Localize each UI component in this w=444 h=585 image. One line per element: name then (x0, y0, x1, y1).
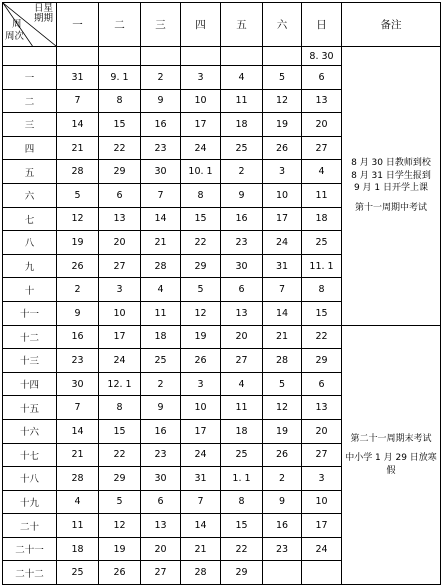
date-cell-wed: 16 (141, 419, 181, 443)
date-cell-sat: 5 (263, 372, 302, 396)
date-cell-mon: 11 (57, 514, 99, 538)
week-label: 二 (3, 89, 57, 113)
date-cell-tue: 6 (99, 183, 141, 207)
date-cell-mon: 14 (57, 113, 99, 137)
date-cell-sun: 3 (302, 467, 342, 491)
date-cell-mon: 30 (57, 372, 99, 396)
date-cell-thu: 29 (181, 254, 221, 278)
date-cell-mon: 21 (57, 443, 99, 467)
date-cell-sat: 3 (263, 160, 302, 184)
date-cell-mon: 25 (57, 561, 99, 585)
date-cell-wed: 27 (141, 561, 181, 585)
date-cell-thu: 24 (181, 443, 221, 467)
date-cell-tue: 5 (99, 490, 141, 514)
week-label: 七 (3, 207, 57, 231)
date-cell-tue: 13 (99, 207, 141, 231)
day-header-wed: 三 (141, 3, 181, 47)
date-cell-sun: 15 (302, 301, 342, 325)
day-header-thu: 四 (181, 3, 221, 47)
date-cell-fri: 18 (221, 113, 263, 137)
date-cell-thu: 17 (181, 419, 221, 443)
date-cell-thu: 19 (181, 325, 221, 349)
date-cell (99, 47, 141, 66)
date-cell-sat: 26 (263, 443, 302, 467)
date-cell-tue: 12 (99, 514, 141, 538)
date-cell-thu: 17 (181, 113, 221, 137)
date-cell-sun: 27 (302, 443, 342, 467)
week-label-blank (3, 47, 57, 66)
corner-label-ri: 日星 (33, 3, 53, 14)
week-label: 十五 (3, 396, 57, 420)
date-cell (57, 47, 99, 66)
date-cell-wed: 13 (141, 514, 181, 538)
date-cell-sun: 24 (302, 537, 342, 561)
date-cell-fri: 4 (221, 372, 263, 396)
notes-cell-second-half (342, 325, 441, 585)
date-cell-wed: 25 (141, 349, 181, 373)
date-cell-sat: 17 (263, 207, 302, 231)
week-label: 九 (3, 254, 57, 278)
day-header-sat: 六 (263, 3, 302, 47)
date-cell-sat: 12 (263, 89, 302, 113)
date-cell-wed: 4 (141, 278, 181, 302)
date-cell-sat (263, 561, 302, 585)
date-cell-sun: 18 (302, 207, 342, 231)
date-cell-fri: 30 (221, 254, 263, 278)
date-cell-thu: 12 (181, 301, 221, 325)
week-label: 十七 (3, 443, 57, 467)
date-cell-mon: 28 (57, 467, 99, 491)
date-cell-fri: 15 (221, 514, 263, 538)
date-cell-fri: 20 (221, 325, 263, 349)
date-cell-thu: 5 (181, 278, 221, 302)
date-cell-fri: 6 (221, 278, 263, 302)
date-cell-sun: 11. 1 (302, 254, 342, 278)
day-header-sun: 日 (302, 3, 342, 47)
date-cell-wed: 6 (141, 490, 181, 514)
date-cell-sat: 9 (263, 490, 302, 514)
date-cell-sun: 22 (302, 325, 342, 349)
date-cell (181, 47, 221, 66)
date-cell-sat: 5 (263, 66, 302, 90)
date-cell-sat: 12 (263, 396, 302, 420)
note-final-exam: 第二十一周期末考试 (350, 433, 432, 444)
date-cell-sat: 7 (263, 278, 302, 302)
pre-term-row (3, 47, 441, 66)
date-cell-mon: 23 (57, 349, 99, 373)
date-cell-sat: 31 (263, 254, 302, 278)
date-cell-sat: 19 (263, 419, 302, 443)
date-cell-thu: 3 (181, 66, 221, 90)
date-cell-sat: 14 (263, 301, 302, 325)
week-label: 一 (3, 66, 57, 90)
date-cell-sun: 4 (302, 160, 342, 184)
week-label: 十四 (3, 372, 57, 396)
date-cell-tue: 22 (99, 136, 141, 160)
week-label: 十 (3, 278, 57, 302)
date-cell-sun: 10 (302, 490, 342, 514)
date-cell-sat: 21 (263, 325, 302, 349)
date-cell-wed: 2 (141, 66, 181, 90)
date-cell-wed: 16 (141, 113, 181, 137)
date-cell-tue: 10 (99, 301, 141, 325)
date-cell-thu: 10 (181, 89, 221, 113)
date-cell-thu: 21 (181, 537, 221, 561)
date-cell-tue: 29 (99, 160, 141, 184)
date-cell: 8. 30 (302, 47, 342, 66)
week-label: 二十一 (3, 537, 57, 561)
date-cell-sun: 13 (302, 89, 342, 113)
date-cell-sun: 17 (302, 514, 342, 538)
week-label: 二十二 (3, 561, 57, 585)
date-cell-mon: 9 (57, 301, 99, 325)
week-row (3, 325, 441, 349)
date-cell-mon: 12 (57, 207, 99, 231)
date-cell-thu: 24 (181, 136, 221, 160)
date-cell-sat: 16 (263, 514, 302, 538)
date-cell-mon: 16 (57, 325, 99, 349)
date-cell-fri: 23 (221, 231, 263, 255)
date-cell-sun: 8 (302, 278, 342, 302)
week-label: 三 (3, 113, 57, 137)
date-cell-tue: 27 (99, 254, 141, 278)
date-cell-tue: 15 (99, 419, 141, 443)
date-cell (141, 47, 181, 66)
date-cell-sun: 20 (302, 419, 342, 443)
date-cell-mon: 4 (57, 490, 99, 514)
date-cell-wed: 9 (141, 89, 181, 113)
date-cell-tue: 26 (99, 561, 141, 585)
calendar-table (2, 2, 441, 585)
date-cell-tue: 22 (99, 443, 141, 467)
date-cell-fri: 8 (221, 490, 263, 514)
date-cell-sat: 24 (263, 231, 302, 255)
date-cell-sat: 10 (263, 183, 302, 207)
date-cell-fri: 2 (221, 160, 263, 184)
date-cell-thu: 8 (181, 183, 221, 207)
week-label: 二十 (3, 514, 57, 538)
date-cell-tue: 9. 1 (99, 66, 141, 90)
date-cell-thu: 26 (181, 349, 221, 373)
date-cell-sun: 6 (302, 66, 342, 90)
date-cell-tue: 24 (99, 349, 141, 373)
week-label: 十二 (3, 325, 57, 349)
date-cell-mon: 18 (57, 537, 99, 561)
date-cell-thu: 22 (181, 231, 221, 255)
date-cell-sat: 26 (263, 136, 302, 160)
date-cell-tue: 20 (99, 231, 141, 255)
date-cell-fri: 1. 1 (221, 467, 263, 491)
date-cell-fri: 18 (221, 419, 263, 443)
date-cell-tue: 3 (99, 278, 141, 302)
date-cell-wed: 28 (141, 254, 181, 278)
date-cell-mon: 19 (57, 231, 99, 255)
date-cell-tue: 12. 1 (99, 372, 141, 396)
date-cell-wed: 30 (141, 467, 181, 491)
date-cell-mon: 28 (57, 160, 99, 184)
note-classes-begin: 9 月 1 日开学上课 (353, 183, 429, 194)
date-cell-fri: 25 (221, 443, 263, 467)
date-cell-mon: 14 (57, 419, 99, 443)
date-cell-mon: 5 (57, 183, 99, 207)
date-cell-mon: 21 (57, 136, 99, 160)
date-cell-sun: 27 (302, 136, 342, 160)
date-cell-tue: 8 (99, 89, 141, 113)
date-cell-tue: 17 (99, 325, 141, 349)
day-header-mon: 一 (57, 3, 99, 47)
corner-label-qi: 期期 (33, 13, 53, 24)
date-cell-fri: 9 (221, 183, 263, 207)
date-cell-sun: 29 (302, 349, 342, 373)
date-cell-wed: 7 (141, 183, 181, 207)
corner-label-zhou: 周 (12, 19, 22, 30)
date-cell-fri: 22 (221, 537, 263, 561)
week-label: 十三 (3, 349, 57, 373)
date-cell-fri: 11 (221, 396, 263, 420)
date-cell-sat: 2 (263, 467, 302, 491)
date-cell-mon: 7 (57, 89, 99, 113)
date-cell-tue: 15 (99, 113, 141, 137)
date-cell-wed: 11 (141, 301, 181, 325)
date-cell-wed: 9 (141, 396, 181, 420)
date-cell-mon: 2 (57, 278, 99, 302)
date-cell-sat: 28 (263, 349, 302, 373)
week-label: 十一 (3, 301, 57, 325)
week-label: 十九 (3, 490, 57, 514)
date-cell-wed: 20 (141, 537, 181, 561)
date-cell-fri: 16 (221, 207, 263, 231)
date-cell-wed: 23 (141, 443, 181, 467)
date-cell-fri: 4 (221, 66, 263, 90)
note-midterm-exam: 第十一周期中考试 (354, 202, 427, 213)
date-cell-sun: 13 (302, 396, 342, 420)
note-students-register: 8 月 31 日学生报到 (351, 170, 431, 181)
date-cell-fri: 27 (221, 349, 263, 373)
week-label: 八 (3, 231, 57, 255)
header-row (3, 3, 441, 47)
week-label: 六 (3, 183, 57, 207)
date-cell-tue: 29 (99, 467, 141, 491)
date-cell-wed: 23 (141, 136, 181, 160)
week-label: 十六 (3, 419, 57, 443)
date-cell-thu: 7 (181, 490, 221, 514)
date-cell-thu: 3 (181, 372, 221, 396)
date-cell-fri: 25 (221, 136, 263, 160)
date-cell-thu: 10 (181, 396, 221, 420)
date-cell-thu: 31 (181, 467, 221, 491)
note-teachers-arrive: 8 月 30 日教师到校 (351, 158, 431, 169)
corner-header-cell (3, 3, 57, 47)
date-cell (221, 47, 263, 66)
date-cell-sun: 6 (302, 372, 342, 396)
date-cell-sun (302, 561, 342, 585)
week-label: 十八 (3, 467, 57, 491)
day-header-fri: 五 (221, 3, 263, 47)
date-cell-thu: 10. 1 (181, 160, 221, 184)
note-winter-break: 中小学 1 月 29 日放寒假 (345, 453, 437, 476)
date-cell-tue: 19 (99, 537, 141, 561)
notes-header: 备注 (342, 3, 441, 47)
date-cell-wed: 18 (141, 325, 181, 349)
date-cell-mon: 31 (57, 66, 99, 90)
date-cell-wed: 2 (141, 372, 181, 396)
date-cell-sun: 25 (302, 231, 342, 255)
date-cell-sat: 23 (263, 537, 302, 561)
week-label: 五 (3, 160, 57, 184)
date-cell-sat: 19 (263, 113, 302, 137)
corner-label-ci: 周次 (5, 31, 25, 42)
date-cell-wed: 14 (141, 207, 181, 231)
date-cell-mon: 26 (57, 254, 99, 278)
date-cell-fri: 11 (221, 89, 263, 113)
week-label: 四 (3, 136, 57, 160)
day-header-tue: 二 (99, 3, 141, 47)
date-cell-fri: 13 (221, 301, 263, 325)
date-cell-mon: 7 (57, 396, 99, 420)
date-cell-wed: 30 (141, 160, 181, 184)
date-cell-sun: 11 (302, 183, 342, 207)
date-cell-tue: 8 (99, 396, 141, 420)
date-cell-fri: 29 (221, 561, 263, 585)
date-cell-thu: 28 (181, 561, 221, 585)
date-cell-wed: 21 (141, 231, 181, 255)
notes-cell-first-half (342, 47, 441, 326)
date-cell-thu: 15 (181, 207, 221, 231)
date-cell-thu: 14 (181, 514, 221, 538)
date-cell (263, 47, 302, 66)
date-cell-sun: 20 (302, 113, 342, 137)
